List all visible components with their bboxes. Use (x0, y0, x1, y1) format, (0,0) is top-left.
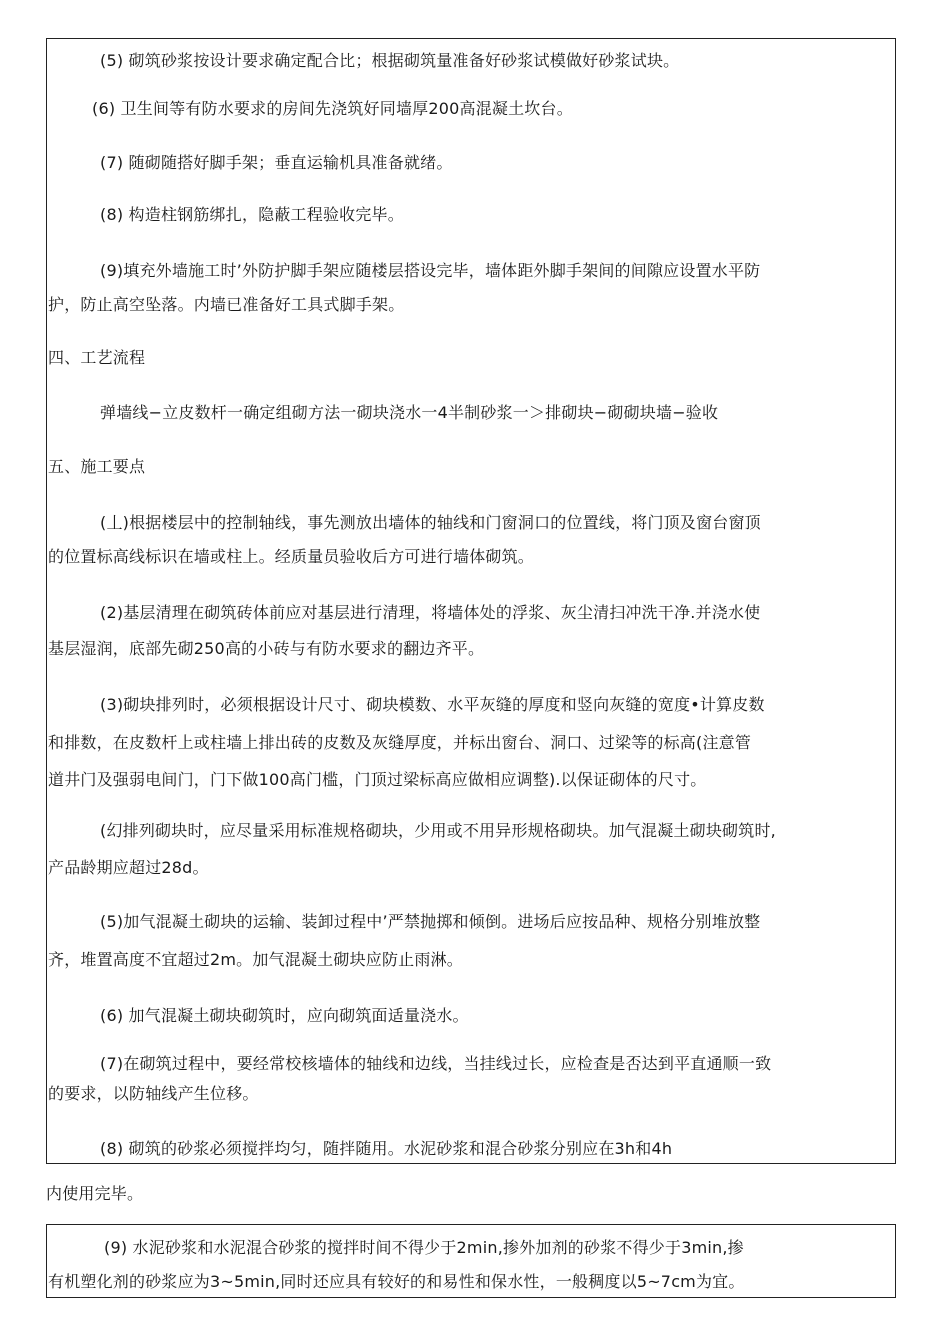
point-3-line-3: 道井门及强弱电间门，门下做100高门槛，门顶过梁标高应做相应调整).以保证砌体的尺寸。 (48, 770, 707, 789)
item-9-line-1: (9)填充外墙施工时’外防护脚手架应随楼层搭设完毕，墙体距外脚手架间的间隙应设置水平防 (100, 261, 761, 280)
section-5-heading: 五、施工要点 (48, 457, 146, 476)
point-7-line-2: 的要求，以防轴线产生位移。 (48, 1084, 259, 1103)
point-2-line-2: 基层湿润，底部先砌250高的小砖与有防水要求的翻边齐平。 (48, 639, 485, 658)
item-5-mortar-ratio: (5) 砌筑砂浆按设计要求确定配合比；根据砌筑量准备好砂浆试模做好砂浆试块。 (100, 51, 680, 70)
point-1-line-1: (丄)根据楼层中的控制轴线，事先测放出墙体的轴线和门窗洞口的位置线，将门顶及窗台窗顶 (100, 513, 761, 532)
point-9-line-2: 有机塑化剂的砂浆应为3~5min,同时还应具有较好的和易性和保水性，一般稠度以5~7cm为宜。 (48, 1272, 745, 1291)
item-6-curb: (6) 卫生间等有防水要求的房间先浇筑好同墙厚200高混凝土坎台。 (92, 99, 573, 118)
point-9-line-1: (9) 水泥砂浆和水泥混合砂浆的搅拌时间不得少于2min,掺外加剂的砂浆不得少于3min,掺 (104, 1238, 744, 1257)
point-5-line-1: (5)加气混凝土砌块的运输、装卸过程中’严禁抛掷和倾倒。进场后应按品种、规格分别堆放整 (100, 912, 761, 931)
item-7-scaffold: (7) 随砌随搭好脚手架；垂直运输机具准备就绪。 (100, 153, 453, 172)
point-8-continuation: 内使用完毕。 (46, 1184, 144, 1203)
section-4-heading: 四、工艺流程 (48, 348, 146, 367)
point-1-line-2: 的位置标高线标识在墙或柱上。经质量员验收后方可进行墙体砌筑。 (48, 547, 535, 566)
point-2-line-1: (2)基层清理在砌筑砖体前应对基层进行清理，将墙体处的浮浆、灰尘清扫冲洗干净.并浇水使 (100, 603, 761, 622)
process-flow: 弹墙线−立皮数杆一确定组砌方法一砌块浇水一4半制砂浆一＞排砌块−砌砌块墙−验收 (100, 403, 719, 422)
point-7-line-1: (7)在砌筑过程中，要经常校核墙体的轴线和边线，当挂线过长，应检查是否达到平直通顺一致 (100, 1054, 772, 1073)
point-4-line-2: 产品龄期应超过28d。 (48, 858, 209, 877)
item-8-column-rebar: (8) 构造柱钢筋绑扎，隐蔽工程验收完毕。 (100, 205, 404, 224)
point-3-line-1: (3)砌块排列时，必须根据设计尺寸、砌块模数、水平灰缝的厚度和竖向灰缝的宽度•计算皮数 (100, 695, 765, 714)
item-9-line-2: 护，防止高空坠落。内墙已准备好工具式脚手架。 (48, 295, 405, 314)
point-5-line-2: 齐，堆置高度不宜超过2m。加气混凝土砌块应防止雨淋。 (48, 950, 463, 969)
point-3-line-2: 和排数，在皮数杆上或柱墙上排出砖的皮数及灰缝厚度，并标出窗台、洞口、过梁等的标高(注意管 (48, 733, 752, 752)
point-6: (6) 加气混凝土砌块砌筑时，应向砌筑面适量浇水。 (100, 1006, 469, 1025)
point-8-line-1: (8) 砌筑的砂浆必须搅拌均匀，随拌随用。水泥砂浆和混合砂浆分别应在3h和4h (100, 1139, 673, 1158)
point-4-line-1: (幻排列砌块时，应尽量采用标准规格砌块，少用或不用异形规格砌块。加气混凝土砌块砌筑时, (100, 821, 776, 840)
